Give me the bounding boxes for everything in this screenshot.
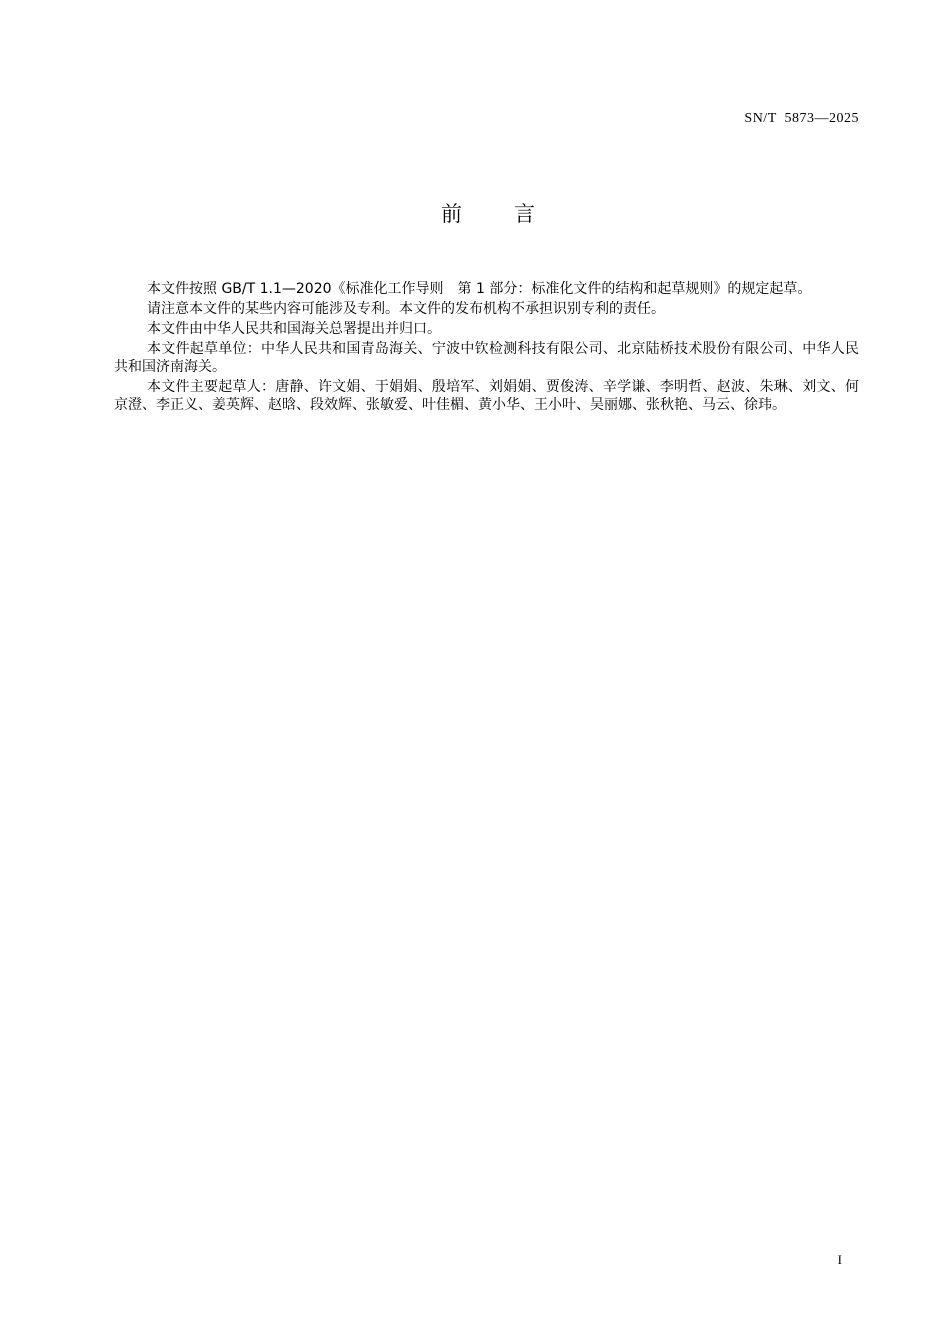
page-title <box>0 198 950 228</box>
paragraph-drafters: 本文件主要起草人：唐静、许文娟、于娟娟、殷培军、刘娟娟、贾俊涛、辛学谦、李明哲、赵波、朱琳、刘文、何京澄、李正义、姜英辉、赵晗、段效辉、张敏爱、叶佳楣、黄小华、王小叶、吴丽娜、张秋艳、马云、徐玮。 <box>114 379 859 413</box>
title-char-1: 前 <box>441 202 462 226</box>
standard-code: SN/T 5873—2025 <box>744 111 859 126</box>
paragraph-drafting-units: 本文件起草单位：中华人民共和国青岛海关、宁波中钦检测科技有限公司、北京陆桥技术股份有限公司、中华人民共和国济南海关。 <box>114 341 859 375</box>
paragraph-proposer: 本文件由中华人民共和国海关总署提出并归口。 <box>147 321 441 337</box>
title-char-2: 言 <box>514 202 535 226</box>
foreword-body <box>114 280 859 416</box>
page-number: I <box>837 1252 842 1267</box>
paragraph-drafting-rules: 本文件按照 GB/T 1.1—2020《标准化工作导则 第 1 部分：标准化文件的结构和起草规则》的规定起草。 <box>147 281 812 297</box>
paragraph-patent-notice: 请注意本文件的某些内容可能涉及专利。本文件的发布机构不承担识别专利的责任。 <box>147 301 665 317</box>
